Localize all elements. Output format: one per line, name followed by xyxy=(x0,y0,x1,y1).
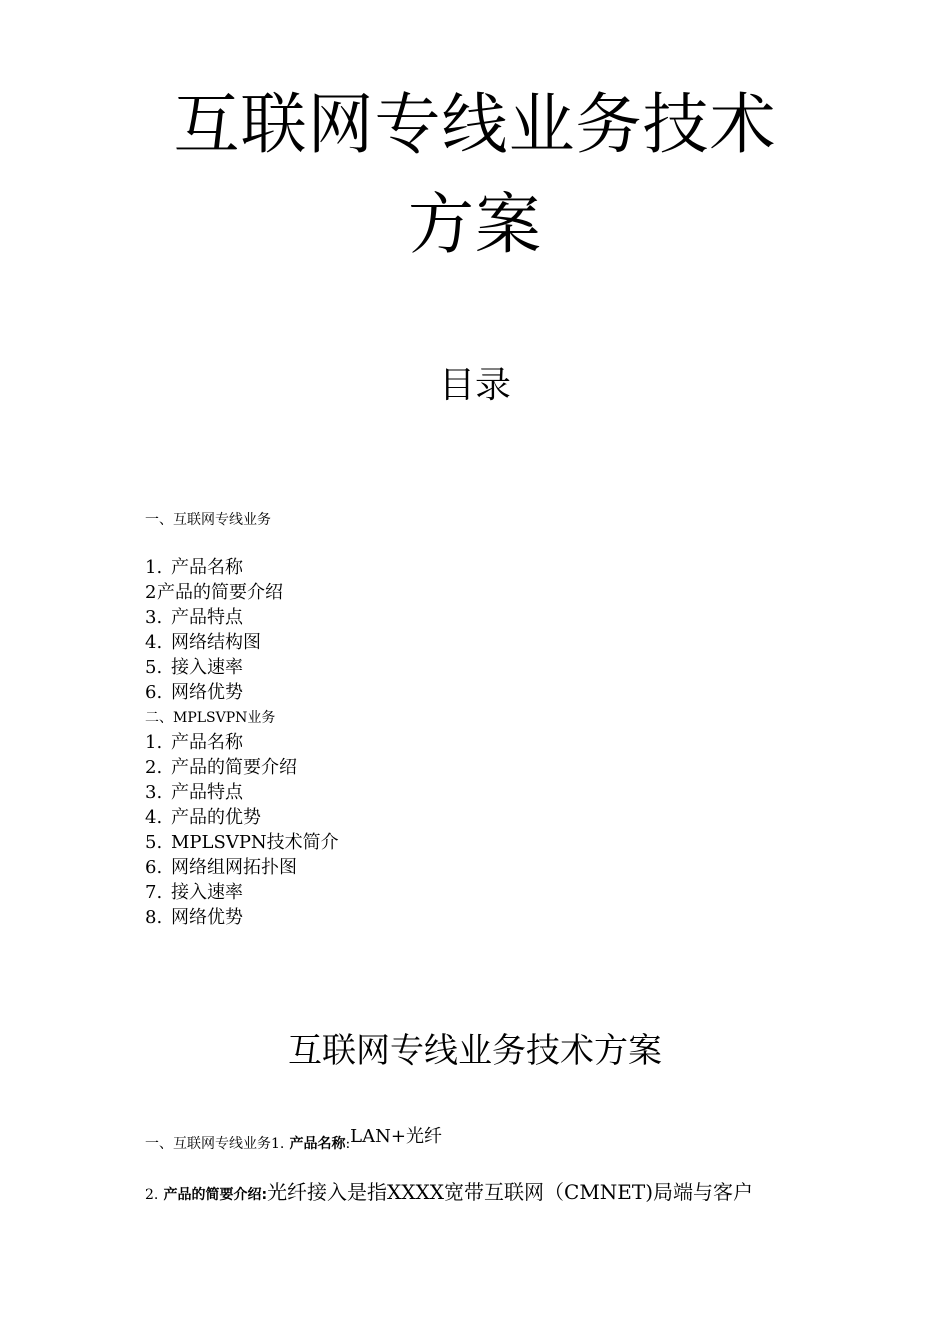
toc-item-number: 2 xyxy=(145,582,157,603)
toc-item-label: MPLSVPN技术简介 xyxy=(171,832,339,853)
product-intro-line xyxy=(145,1176,753,1205)
toc-item-number: 3. xyxy=(145,782,163,803)
toc-item-number: 1. xyxy=(145,557,163,578)
toc-item-label: 产品的优势 xyxy=(171,807,261,828)
body-title: 互联网专线业务技术方案 xyxy=(288,1031,662,1071)
toc-section-1: 一、互联网专线业务 xyxy=(145,512,271,528)
toc-item-label: 产品特点 xyxy=(171,782,243,803)
toc-item-number: 4. xyxy=(145,807,163,828)
toc-item xyxy=(145,659,243,677)
toc-item xyxy=(145,834,339,852)
toc-item-label: 产品的简要介绍 xyxy=(157,582,283,603)
toc-item-label: 产品特点 xyxy=(171,607,243,628)
toc-heading: 目录 xyxy=(438,365,511,406)
toc-item-number: 6. xyxy=(145,857,163,878)
section-1-label: 一、互联网专线业务 xyxy=(145,1136,271,1152)
toc-item xyxy=(145,759,297,777)
product-intro-label: 产品的简要介绍: xyxy=(163,1187,268,1203)
toc-item xyxy=(145,584,283,602)
toc-item-number: 4. xyxy=(145,632,163,653)
item-number: 2. xyxy=(145,1187,159,1203)
toc-item-label: 网络优势 xyxy=(171,907,243,928)
product-name-value: LAN+光纤 xyxy=(350,1126,442,1147)
toc-item xyxy=(145,684,243,702)
toc-item xyxy=(145,884,243,902)
toc-item xyxy=(145,634,261,652)
toc-item-label: 产品的简要介绍 xyxy=(171,757,297,778)
toc-item xyxy=(145,609,243,627)
toc-item-label: 产品名称 xyxy=(171,732,243,753)
toc-item-label: 网络组网拓扑图 xyxy=(171,857,297,878)
toc-item xyxy=(145,559,243,577)
toc-item-label: 网络优势 xyxy=(171,682,243,703)
cover-title-line1: 互联网专线业务技术 xyxy=(173,86,777,163)
toc-section-2: 二、MPLSVPN业务 xyxy=(145,710,276,726)
toc-item xyxy=(145,859,297,877)
toc-item-label: 网络结构图 xyxy=(171,632,261,653)
toc-item-label: 产品名称 xyxy=(171,557,243,578)
toc-item-number: 7. xyxy=(145,882,163,903)
toc-item-number: 5. xyxy=(145,832,163,853)
section-1-heading-line xyxy=(145,1128,442,1154)
toc-item-number: 8. xyxy=(145,907,163,928)
toc-item-number: 3. xyxy=(145,607,163,628)
colon: : xyxy=(345,1136,351,1152)
toc-item xyxy=(145,809,261,827)
toc-item-number: 5. xyxy=(145,657,163,678)
toc-item-number: 1. xyxy=(145,732,163,753)
toc-item xyxy=(145,784,243,802)
toc-item-label: 接入速率 xyxy=(171,657,243,678)
toc-item-label: 接入速率 xyxy=(171,882,243,903)
toc-item xyxy=(145,734,243,752)
toc-item-number: 2. xyxy=(145,757,163,778)
toc-item-number: 6. xyxy=(145,682,163,703)
toc-item xyxy=(145,909,243,927)
item-number: 1. xyxy=(271,1136,285,1152)
product-name-label: 产品名称 xyxy=(289,1136,346,1152)
product-intro-text: 光纤接入是指XXXX宽带互联网（CMNET)局端与客户 xyxy=(267,1180,754,1204)
cover-title-line2: 方案 xyxy=(408,186,542,263)
